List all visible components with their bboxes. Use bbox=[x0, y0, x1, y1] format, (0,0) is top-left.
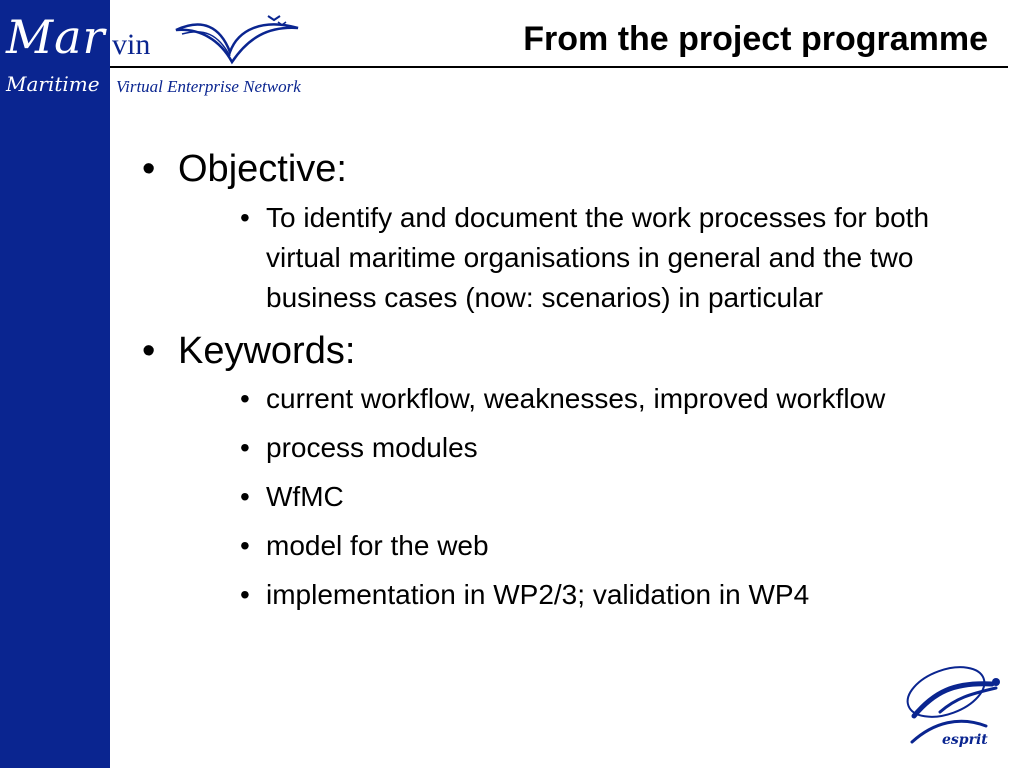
list-item-text: current workflow, weaknesses, improved workflow bbox=[266, 383, 886, 414]
bullet-icon: • bbox=[240, 201, 250, 233]
seagull-icon bbox=[172, 12, 302, 70]
list-item bbox=[238, 575, 956, 615]
list-item bbox=[238, 477, 956, 517]
esprit-label: esprit bbox=[942, 732, 988, 748]
list-item-text: implementation in WP2/3; validation in WP4 bbox=[266, 579, 810, 610]
bullet-icon: • bbox=[240, 579, 250, 610]
left-blue-band bbox=[0, 0, 110, 768]
bullet-icon: • bbox=[142, 148, 156, 190]
objective-list bbox=[138, 198, 988, 318]
list-item-text: To identify and document the work processes for both virtual maritime organisations in general and the two business cases (now: scenarios) in particular bbox=[266, 201, 930, 313]
list-item bbox=[238, 198, 956, 318]
list-item-text: WfMC bbox=[266, 481, 344, 512]
section-heading-label: Objective: bbox=[178, 148, 347, 190]
list-item-text: model for the web bbox=[266, 530, 489, 561]
list-item bbox=[238, 526, 956, 566]
list-item bbox=[238, 379, 956, 419]
logo-mar-text: Mar bbox=[6, 10, 106, 64]
section-heading-label: Keywords: bbox=[178, 329, 356, 372]
bullet-icon: • bbox=[240, 383, 250, 414]
bullet-icon: • bbox=[240, 432, 250, 463]
marvin-logo bbox=[0, 0, 340, 110]
logo-maritime-text: Maritime bbox=[6, 72, 100, 96]
slide-title: From the project programme bbox=[523, 20, 988, 58]
logo-vin-text: vin bbox=[112, 28, 151, 61]
list-item-text: process modules bbox=[266, 432, 478, 463]
logo-network-text: Virtual Enterprise Network bbox=[116, 77, 301, 96]
bullet-icon: • bbox=[240, 530, 250, 561]
section-heading-objective bbox=[138, 146, 988, 194]
slide-body bbox=[138, 140, 988, 625]
bullet-icon: • bbox=[142, 329, 156, 372]
title-underline bbox=[110, 66, 1008, 68]
bullet-icon: • bbox=[240, 481, 250, 512]
keywords-list bbox=[138, 379, 988, 615]
section-heading-keywords bbox=[138, 328, 988, 376]
esprit-logo bbox=[900, 652, 1010, 752]
list-item bbox=[238, 428, 956, 468]
